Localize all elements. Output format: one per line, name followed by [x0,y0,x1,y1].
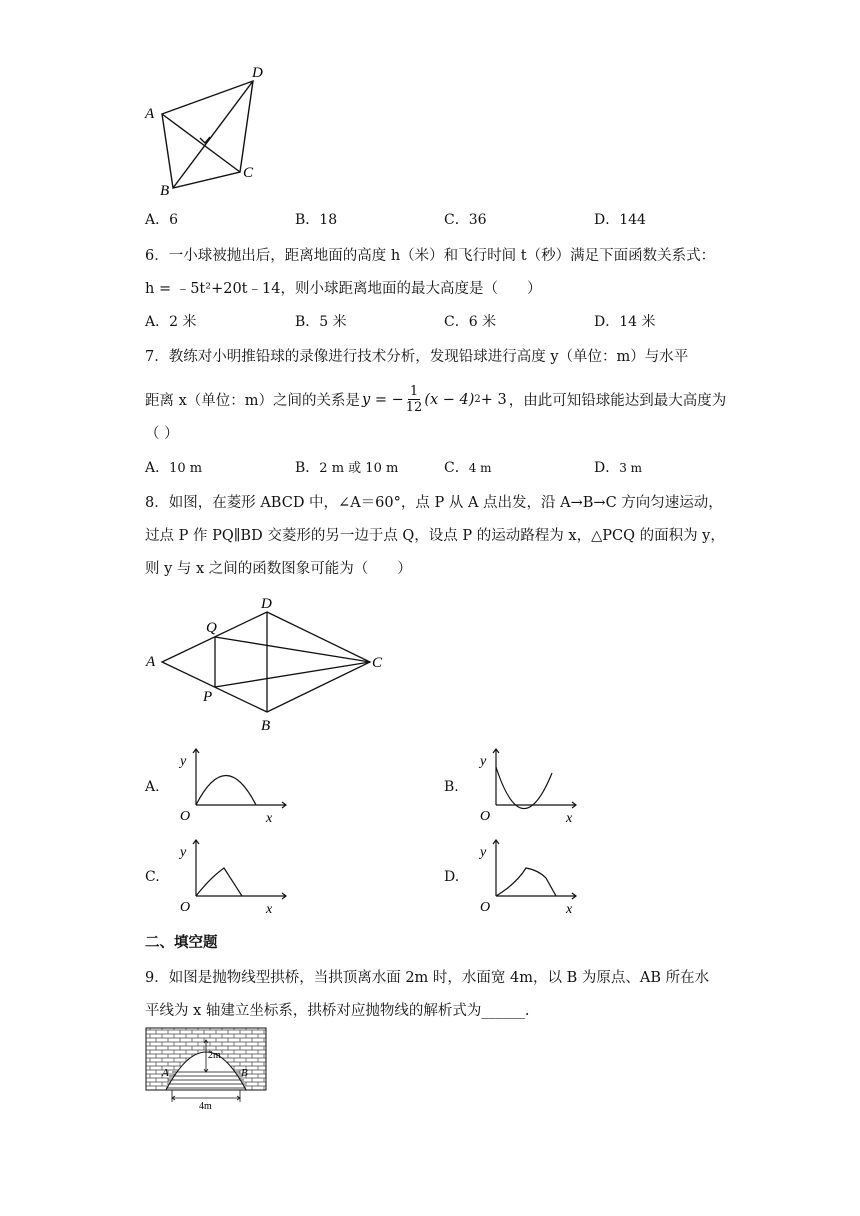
option-letter: C． [444,212,469,228]
q6-stem-line1: 6．一小球被抛出后，距离地面的高度 h（米）和飞行时间 t（秒）满足下面函数关系式： [145,248,716,264]
option-letter: D． [594,212,620,228]
option-letter: D． [594,314,620,330]
q8-stem-line3: 则 y 与 x 之间的函数图象可能为（ ） [145,561,412,577]
option-letter: B． [295,314,320,330]
fig5-label-b: B [160,183,170,199]
q6-option-a [145,311,196,331]
option-letter: A． [145,314,170,330]
option-text: 6 米 [468,314,497,330]
q7-option-d [594,457,642,477]
option-text: 6 [169,212,179,228]
q7-option-c [444,457,492,477]
graph-d [470,836,590,916]
option-text: 3 m [619,461,643,475]
q8-choice-a-label: A. [145,779,160,795]
q8-stem-line1: 8．如图，在菱形 ABCD 中，∠A＝60°，点 P 从 A 点出发，沿 A→B→C 方向匀速运动， [145,495,723,511]
bridge-label-a: A [162,1067,169,1079]
graph-b-y-label: y [480,754,487,769]
q7-option-a [145,457,202,477]
q8-choice-b-label: B. [444,779,459,795]
q9-stem-line1: 9．如图是抛物线型拱桥，当拱顶离水面 2m 时，水面宽 4m，以 B 为原点、AB 所在水 [145,970,710,986]
q6-option-b [295,311,347,331]
rhombus-label-p: P [203,689,213,705]
q7-stem-line3: （ ） [145,426,179,442]
q8-stem-line2: 过点 P 作 PQ∥BD 交菱形的另一边于点 Q，设点 P 的运动路程为 x，△PCQ 的面积为 y， [145,528,725,544]
option-text: 4 m [468,461,492,475]
option-text: 14 米 [619,314,656,330]
formula-lhs: y = − [362,391,404,408]
quadrilateral-figure [140,60,270,200]
arch-bridge-figure [144,1026,274,1110]
formula-fraction [406,384,423,415]
graph-b [470,745,590,825]
fraction-numerator: 1 [409,384,419,399]
option-text: 5 米 [319,314,347,330]
q5-option-b [295,209,337,229]
graph-a [170,745,290,825]
option-letter: B． [295,212,320,228]
graph-d-x-label: x [566,902,573,916]
fig5-label-c: C [243,165,254,181]
q6-option-c [444,311,496,331]
q5-option-c [444,209,487,229]
option-letter: D． [594,460,620,476]
option-text: 36 [468,212,487,228]
q7-line2-prefix: 距离 x（单位：m）之间的关系是 [145,393,361,409]
formula-exponent: 2 [474,394,481,405]
option-letter: C． [444,314,469,330]
q7-line2-suffix: ，由此可知铅球能达到最大高度为 [508,393,727,409]
q7-stem-line2 [145,384,726,415]
graph-d-origin: O [480,900,491,915]
bridge-label-b: B [241,1067,248,1079]
option-letter: A． [145,460,170,476]
q6-stem-line2: h = ﹣5t²+20t﹣14，则小球距离地面的最大高度是（ ） [145,281,542,297]
option-text: 2 米 [169,314,197,330]
rhombus-label-b: B [261,718,271,734]
graph-a-x-label: x [266,811,273,825]
option-text: 144 [619,212,646,228]
rhombus-label-c: C [372,655,383,671]
option-letter: A． [145,212,170,228]
graph-a-y-label: y [180,754,187,769]
formula-tail: + 3 [480,391,507,408]
q5-option-d [594,209,646,229]
graph-c-origin: O [180,900,191,915]
rhombus-figure [140,590,400,740]
q5-option-a [145,209,178,229]
graph-a-origin: O [180,809,191,824]
fig5-label-d: D [252,65,263,81]
bridge-width-label: 4m [199,1101,212,1110]
q8-choice-d-label: D. [444,869,460,885]
option-letter: C． [444,460,469,476]
rhombus-label-a: A [146,654,156,670]
bridge-height-label: 2m [208,1050,221,1061]
rhombus-label-d: D [261,596,272,612]
fig5-label-a: A [145,106,155,122]
graph-d-y-label: y [480,845,487,860]
fraction-denominator: 12 [405,400,423,415]
graph-c-x-label: x [266,902,273,916]
graph-c-y-label: y [180,845,187,860]
q7-stem-line1: 7．教练对小明推铅球的录像进行技术分析，发现铅球进行高度 y（单位：m）与水平 [145,349,689,365]
graph-b-x-label: x [566,811,573,825]
option-letter: B． [295,460,320,476]
q9-stem-line2: 平线为 x 轴建立坐标系，拱桥对应抛物线的解析式为______. [145,1003,530,1019]
option-text: 18 [319,212,338,228]
graph-c [170,836,290,916]
option-text: 2 m 或 10 m [319,461,399,476]
q8-choice-c-label: C. [145,869,160,885]
rhombus-label-q: Q [206,620,217,636]
section-heading: 二、填空题 [145,935,218,951]
option-text: 10 m [169,461,203,476]
q7-option-b [295,457,398,477]
q7-formula [362,384,507,415]
formula-body: (x − 4) [424,391,475,408]
graph-b-origin: O [480,809,491,824]
q6-option-d [594,311,656,331]
